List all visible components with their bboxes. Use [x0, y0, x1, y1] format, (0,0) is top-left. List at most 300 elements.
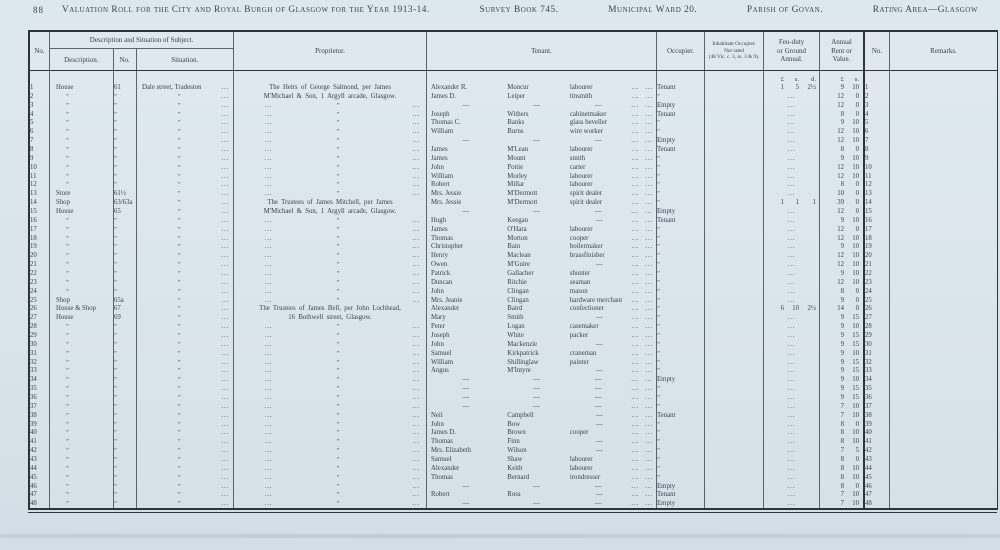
leader-dots: ... [221, 314, 229, 322]
header-occupier: Occupier. [657, 32, 705, 70]
remarks-cell [890, 251, 997, 260]
leader-dots: ... [221, 207, 229, 215]
description-cell: ” [50, 473, 114, 482]
table-row [30, 384, 997, 393]
leader-dots: ... [787, 296, 796, 304]
remarks-cell [890, 322, 997, 331]
leader-dots: ... [264, 456, 273, 464]
situation-text: ” [177, 464, 181, 472]
tenant-surname: Pottie [507, 163, 524, 171]
remarks-cell [890, 216, 997, 225]
leader-dots: ... [412, 137, 420, 145]
tenant-cell [427, 154, 657, 163]
tenant-surname: — [533, 402, 540, 410]
feu-duty-cell [764, 278, 820, 287]
leader-dots: ... [264, 119, 273, 127]
table-row [30, 207, 997, 216]
row-number-right: 32 [865, 358, 890, 367]
rent-shillings: 0 [855, 199, 859, 207]
ditto-mark: ” [336, 172, 340, 180]
ditto-mark: ” [336, 385, 340, 393]
tenant-occupation: cooper [569, 234, 589, 242]
description-cell: ” [50, 384, 114, 393]
rent-pounds: 8 [840, 482, 844, 490]
situation-cell [137, 393, 234, 402]
leader-dots: ... [787, 367, 796, 375]
tenant-cell [427, 499, 657, 508]
situation-cell [137, 127, 234, 136]
street-number-cell: ” [114, 411, 137, 420]
situation-cell [137, 304, 234, 313]
description-cell: ” [50, 180, 114, 189]
ditto-mark: ” [336, 269, 340, 277]
annual-rent-cell [820, 393, 865, 402]
rent-shillings: 0 [855, 456, 859, 464]
tenant-cell [427, 331, 657, 340]
tenant-cell [427, 455, 657, 464]
row-number-right: 9 [865, 154, 890, 163]
ditto-mark: ” [336, 101, 340, 109]
occupier-cell: Empty [657, 207, 705, 216]
rent-pounds: 9 [840, 367, 844, 375]
remarks-cell [890, 234, 997, 243]
leader-dots: ... [264, 340, 273, 348]
remarks-cell [890, 172, 997, 181]
tenant-forename: — [462, 137, 470, 145]
row-number-right: 36 [865, 393, 890, 402]
leader-dots: ... [645, 145, 653, 153]
occupier-cell: ” [657, 437, 705, 446]
proprietor-ditto [234, 269, 426, 278]
tenant-forename: Neil [431, 411, 443, 419]
remarks-cell [890, 384, 997, 393]
leader-dots: ... [787, 411, 796, 419]
description-cell: ” [50, 420, 114, 429]
row-number: 41 [30, 437, 50, 446]
proprietor-ditto [234, 101, 426, 110]
leader-dots: ... [787, 163, 796, 171]
proprietor-ditto [234, 340, 426, 349]
leader-dots: ... [631, 332, 640, 339]
situation-cell [137, 118, 234, 127]
feu-duty-cell [764, 340, 820, 349]
tenant-forename: Joseph [431, 110, 450, 118]
leader-dots: ... [787, 491, 796, 499]
tenant-forename: Samuel [431, 456, 452, 464]
tenant-forename: — [462, 385, 470, 393]
inhabitant-occupier-cell [705, 234, 764, 243]
ditto-mark: ” [336, 402, 340, 410]
street-number-cell: ” [114, 163, 137, 172]
tenant-occupation: — [594, 402, 602, 410]
remarks-cell [890, 304, 997, 313]
description-cell: ” [50, 491, 114, 500]
leader-dots: ... [221, 385, 229, 393]
tenant-occupation: wire worker [569, 128, 603, 136]
occupier-cell: Empty [657, 375, 705, 384]
occupier-cell: ” [657, 473, 705, 482]
tenant-forename: Owen [431, 261, 448, 269]
rent-shillings: 10 [852, 491, 859, 499]
table-row [30, 367, 997, 376]
rent-shillings: 10 [852, 154, 859, 162]
feu-duty-cell [764, 110, 820, 119]
tenant-occupation: tinsmith [569, 92, 593, 100]
proprietor-ditto [234, 411, 426, 420]
tenant-surname: M'Guire [507, 261, 531, 269]
tenant-occupation: labourer [569, 172, 593, 180]
annual-rent-cell [820, 207, 865, 216]
tenant-occupation: — [594, 137, 602, 145]
rent-pounds: 12 [837, 172, 844, 180]
situation-cell [137, 225, 234, 234]
street-number-cell: ” [114, 340, 137, 349]
tenant-occupation: glass beveller [569, 119, 608, 127]
tenant-occupation: confectioner [569, 305, 604, 313]
leader-dots: ... [412, 163, 420, 171]
situation-cell [137, 313, 234, 322]
street-number-cell: ” [114, 393, 137, 402]
leader-dots: ... [631, 172, 640, 180]
rent-shillings: 0 [855, 296, 859, 304]
rent-shillings: 10 [852, 119, 859, 127]
leader-dots: ... [645, 358, 653, 366]
situation-cell [137, 180, 234, 189]
feu-pence: 2½ [807, 305, 816, 313]
row-number: 9 [30, 154, 50, 163]
ditto-mark: ” [336, 128, 340, 136]
tenant-cell [427, 242, 657, 251]
proprietor-text: The Heirs of George Salmond, per James [269, 83, 391, 91]
header-description-group [50, 32, 234, 70]
tenant-forename: James [431, 225, 448, 233]
proprietor-cell [234, 429, 427, 438]
leader-dots: ... [221, 145, 229, 153]
situation-cell [137, 437, 234, 446]
tenant-surname: Morley [507, 172, 528, 180]
leader-dots: ... [645, 376, 653, 384]
rent-shillings: 0 [855, 181, 859, 189]
proprietor-cell [234, 154, 427, 163]
leader-dots: ... [264, 225, 273, 233]
tenant-forename: Duncan [431, 278, 453, 286]
rent-pounds: 8 [840, 429, 844, 437]
inhabitant-occupier-cell [705, 101, 764, 110]
feu-duty-cell [764, 482, 820, 491]
table-row [30, 92, 997, 101]
tenant-forename: Alexander [431, 305, 460, 313]
rent-shillings: 0 [855, 207, 859, 215]
row-number-right: 28 [865, 322, 890, 331]
table-row [30, 322, 997, 331]
leader-dots: ... [412, 411, 420, 419]
leader-dots: ... [221, 137, 229, 145]
rent-pounds: 12 [837, 92, 844, 100]
leader-dots: ... [631, 92, 640, 100]
row-number-right: 30 [865, 340, 890, 349]
feu-duty-cell [764, 154, 820, 163]
feu-duty-cell [764, 145, 820, 154]
row-number-right: 7 [865, 136, 890, 145]
leader-dots: ... [412, 420, 420, 428]
proprietor-cell [234, 127, 427, 136]
leader-dots: ... [412, 128, 420, 136]
tenant-occupation: shunter [569, 269, 590, 277]
feu-duty-cell [764, 384, 820, 393]
inhabitant-occupier-cell [705, 207, 764, 216]
table-row [30, 287, 997, 296]
occupier-cell: Tenant [657, 491, 705, 500]
rent-shillings: 0 [855, 225, 859, 233]
feu-duty-cell [764, 234, 820, 243]
tenant-cell [427, 304, 657, 313]
leader-dots: ... [412, 234, 420, 242]
inhabitant-occupier-cell [705, 455, 764, 464]
rent-pounds: 8 [840, 145, 844, 153]
leader-dots: ... [787, 243, 796, 251]
street-number-cell: ” [114, 118, 137, 127]
leader-dots: ... [645, 278, 653, 286]
leader-dots: ... [631, 323, 640, 331]
ditto-mark: ” [336, 119, 340, 127]
description-cell: ” [50, 429, 114, 438]
table-row [30, 429, 997, 438]
tenant-cell [427, 127, 657, 136]
leader-dots: ... [221, 394, 229, 402]
occupier-cell: ” [657, 154, 705, 163]
remarks-cell [890, 207, 997, 216]
header-proprietor: Proprietor. [234, 32, 427, 70]
tenant-cell [427, 278, 657, 287]
tenant-occupation: labourer [569, 145, 593, 153]
annual-rent-cell [820, 216, 865, 225]
inhabitant-occupier-cell [705, 358, 764, 367]
leader-dots: ... [631, 411, 640, 419]
leader-dots: ... [412, 323, 420, 331]
tenant-forename: John [431, 287, 444, 295]
leader-dots: ... [645, 101, 653, 109]
table-row [30, 482, 997, 491]
situation-cell [137, 251, 234, 260]
proprietor-ditto [234, 154, 426, 163]
ditto-mark: ” [336, 420, 340, 428]
leader-dots: ... [631, 225, 640, 233]
situation-cell [137, 234, 234, 243]
proprietor-ditto [234, 331, 426, 340]
leader-dots: ... [787, 420, 796, 428]
occupier-cell: ” [657, 402, 705, 411]
remarks-cell [890, 118, 997, 127]
tenant-cell [427, 393, 657, 402]
leader-dots: ... [645, 473, 653, 481]
rent-units: £ s. [820, 71, 865, 83]
leader-dots: ... [412, 482, 420, 490]
situation-cell [137, 499, 234, 508]
leader-dots: ... [412, 225, 420, 233]
tenant-surname: M'Intyre [507, 367, 531, 375]
proprietor-cell [234, 473, 427, 482]
leader-dots: ... [631, 119, 640, 127]
situation-cell [137, 429, 234, 438]
tenant-occupation: spirit dealer [569, 199, 603, 207]
feu-units: £ s. d. [764, 71, 820, 83]
leader-dots: ... [412, 101, 420, 109]
proprietor-ditto [234, 145, 426, 154]
leader-dots: ... [412, 110, 420, 118]
street-number-cell: ” [114, 242, 137, 251]
leader-dots: ... [645, 349, 653, 357]
feu-pounds: 6 [780, 305, 784, 313]
remarks-cell [890, 225, 997, 234]
leader-dots: ... [412, 473, 420, 481]
proprietor-cell [234, 313, 427, 322]
proprietor-ditto [234, 437, 426, 446]
leader-dots: ... [221, 119, 229, 127]
row-number: 21 [30, 260, 50, 269]
annual-rent-cell [820, 464, 865, 473]
remarks-cell [890, 242, 997, 251]
leader-dots: ... [787, 154, 796, 162]
rent-shillings: 10 [852, 269, 859, 277]
ditto-mark: ” [336, 500, 340, 508]
leader-dots: ... [221, 367, 229, 375]
leader-dots: ... [631, 296, 640, 304]
row-number: 26 [30, 304, 50, 313]
description-cell: ” [50, 402, 114, 411]
table-row [30, 473, 997, 482]
rent-shillings: 10 [852, 349, 859, 357]
proprietor-cell [234, 446, 427, 455]
situation-cell [137, 411, 234, 420]
rent-shillings: 15 [852, 358, 859, 366]
description-cell: ” [50, 331, 114, 340]
occupier-cell: ” [657, 163, 705, 172]
leader-dots: ... [264, 216, 273, 224]
leader-dots: ... [645, 92, 653, 100]
proprietor-cell [234, 251, 427, 260]
description-cell: ” [50, 269, 114, 278]
leader-dots: ... [221, 429, 229, 437]
feu-duty-cell [764, 180, 820, 189]
proprietor-ditto [234, 163, 426, 172]
rent-shillings: 15 [852, 340, 859, 348]
remarks-cell [890, 260, 997, 269]
situation-cell [137, 296, 234, 305]
annual-rent-cell [820, 437, 865, 446]
proprietor-cell [234, 145, 427, 154]
remarks-cell [890, 269, 997, 278]
tenant-forename: James [431, 145, 448, 153]
remarks-cell [890, 136, 997, 145]
tenant-surname: Smith [507, 314, 524, 322]
rent-shillings: 15 [852, 314, 859, 322]
feu-duty-cell [764, 437, 820, 446]
tenant-occupation: labourer [569, 83, 593, 91]
proprietor-ditto [234, 402, 426, 411]
occupier-cell: ” [657, 287, 705, 296]
situation-text: ” [177, 287, 181, 295]
annual-rent-cell [820, 499, 865, 508]
tenant-surname: Leiper [507, 92, 526, 100]
row-number-right: 20 [865, 251, 890, 260]
leader-dots: ... [787, 332, 796, 339]
proprietor-cell [234, 340, 427, 349]
proprietor-cell [234, 92, 427, 101]
leader-dots: ... [645, 83, 653, 91]
proprietor-cell [234, 402, 427, 411]
table-row [30, 163, 997, 172]
street-number-cell: 69 [114, 313, 137, 322]
table-row [30, 393, 997, 402]
tenant-occupation: — [594, 376, 602, 384]
table-row [30, 101, 997, 110]
occupier-cell: ” [657, 340, 705, 349]
row-number: 12 [30, 180, 50, 189]
leader-dots: ... [631, 349, 640, 357]
street-number-cell: ” [114, 101, 137, 110]
proprietor-ditto [234, 127, 426, 136]
feu-duty-cell [764, 163, 820, 172]
tenant-surname: Burns [507, 128, 524, 136]
table-row [30, 154, 997, 163]
feu-duty-cell [764, 251, 820, 260]
leader-dots: ... [221, 172, 229, 180]
leader-dots: ... [631, 154, 640, 162]
leader-dots: ... [787, 323, 796, 331]
tenant-occupation: packer [569, 332, 589, 339]
leader-dots: ... [412, 358, 420, 366]
row-number-right: 40 [865, 429, 890, 438]
table-row [30, 234, 997, 243]
proprietor-ditto [234, 349, 426, 358]
header-description: Description. [50, 49, 114, 70]
occupier-cell: ” [657, 296, 705, 305]
situation-text: ” [177, 367, 181, 375]
street-number-cell: ” [114, 499, 137, 508]
leader-dots: ... [631, 216, 640, 224]
description-cell: ” [50, 393, 114, 402]
proprietor-cell [234, 499, 427, 508]
table-row [30, 242, 997, 251]
leader-dots: ... [645, 199, 653, 207]
occupier-cell: ” [657, 251, 705, 260]
table-row [30, 198, 997, 207]
street-number-cell: 65 [114, 207, 137, 216]
tenant-occupation: labourer [569, 464, 593, 472]
proprietor-text: M'Michael & Son, 1 Argyll arcade, Glasgow. [263, 92, 397, 100]
annual-rent-cell [820, 367, 865, 376]
remarks-cell [890, 491, 997, 500]
situation-cell [137, 340, 234, 349]
inhabitant-occupier-cell [705, 180, 764, 189]
row-number-right: 35 [865, 384, 890, 393]
leader-dots: ... [264, 137, 273, 145]
tenant-cell [427, 437, 657, 446]
street-number-cell: ” [114, 331, 137, 340]
tenant-forename: — [462, 376, 470, 384]
tenant-surname: Brown [507, 429, 526, 437]
tenant-forename: — [462, 394, 470, 402]
leader-dots: ... [645, 172, 653, 180]
leader-dots: ... [645, 340, 653, 348]
annual-rent-cell [820, 172, 865, 181]
ditto-mark: ” [336, 464, 340, 472]
street-number-cell: ” [114, 446, 137, 455]
leader-dots: ... [221, 234, 229, 242]
annual-rent-cell [820, 225, 865, 234]
leader-dots: ... [221, 376, 229, 384]
leader-dots: ... [631, 207, 639, 215]
